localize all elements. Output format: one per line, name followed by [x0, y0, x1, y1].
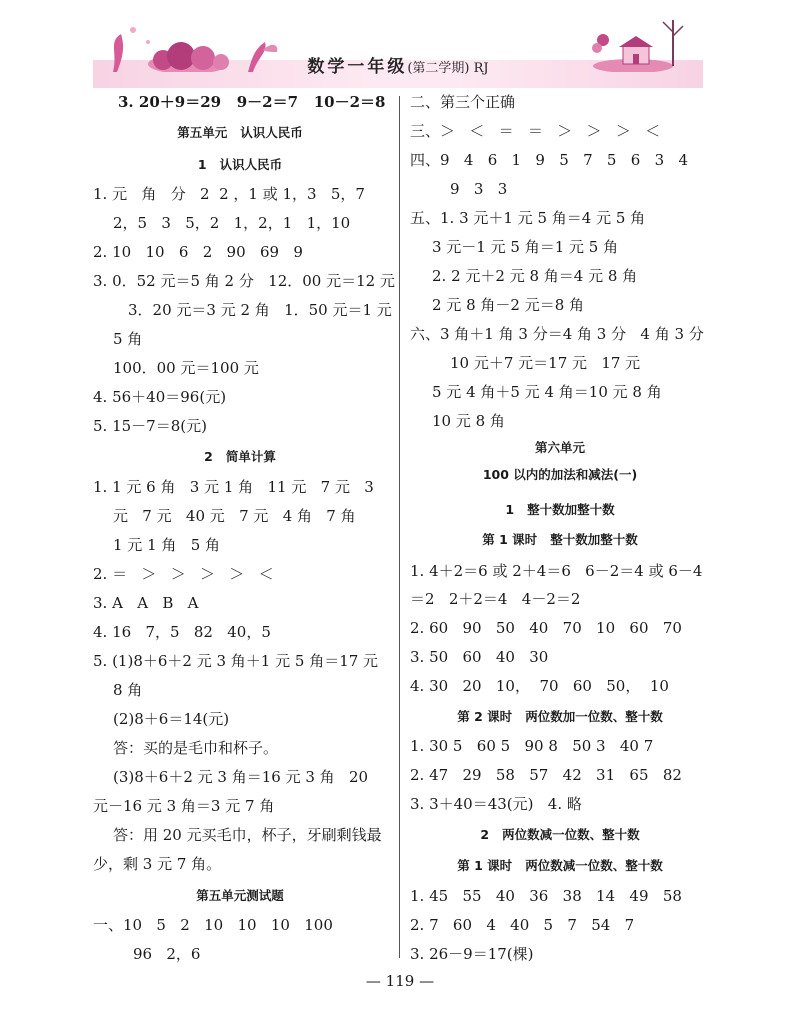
answer-line: 2，5 3 5，2 1，2，1 1，10 — [113, 214, 351, 232]
book-subtitle: (第二学期) RJ — [407, 61, 489, 76]
section-heading: 1 认识人民币 — [197, 157, 283, 172]
answer-line: 4. 30 20 10， 70 60 50， 10 — [410, 677, 669, 695]
answer-line: 2 元 8 角－2 元＝8 角 — [432, 296, 585, 314]
answer-line: 1. 45 55 40 36 38 14 49 58 — [410, 887, 682, 905]
answer-line: 1. 1 元 6 角 3 元 1 角 11 元 7 元 3 — [93, 478, 374, 496]
answer-line: 10 元 8 角 — [432, 412, 505, 430]
answer-line: 5 元 4 角＋5 元 4 角＝10 元 8 角 — [432, 383, 662, 401]
section-heading: 2 两位数减一位数、整十数 — [480, 827, 640, 842]
test-heading: 第五单元测试题 — [196, 888, 284, 903]
answer-line: 3. 20＋9＝29 9－2＝7 10－2＝8 — [118, 93, 386, 111]
answer-line: 5. 15－7＝8(元) — [93, 417, 207, 435]
column-divider — [399, 96, 400, 958]
answer-line: 3．20 元＝3 元 2 角 1．50 元＝1 元 — [128, 301, 392, 319]
answer-line: 五、1. 3 元＋1 元 5 角＝4 元 5 角 — [410, 209, 646, 227]
answer-line: 3. 3＋40＝43(元) 4. 略 — [410, 795, 582, 813]
answer-line: 2. 2 元＋2 元 8 角＝4 元 8 角 — [432, 267, 638, 285]
answer-line: 3. A A B A — [93, 594, 199, 612]
answer-line: 3 元－1 元 5 角＝1 元 5 角 — [432, 238, 619, 256]
answer-line: 4. 56＋40＝96(元) — [93, 388, 227, 406]
answer-line: 2. 47 29 58 57 42 31 65 82 — [410, 766, 682, 784]
answer-line: 答：用 20 元买毛巾，杯子，牙刷剩钱最 — [113, 826, 382, 844]
answer-line: 2. 60 90 50 40 70 10 60 70 — [410, 619, 682, 637]
unit-heading: 第六单元 — [534, 440, 585, 455]
answer-line: ＝2 2＋2＝4 4－2＝2 — [410, 590, 581, 608]
answer-line: 4. 16 7，5 82 40，5 — [93, 623, 271, 641]
page-header — [93, 12, 703, 88]
answer-line: 9 3 3 — [450, 180, 508, 198]
answer-line: 5. (1)8＋6＋2 元 3 角＋1 元 5 角＝17 元 — [93, 652, 379, 670]
section-heading: 1 整十数加整十数 — [505, 502, 615, 517]
answer-line: 元－16 元 3 角＝3 元 7 角 — [93, 797, 275, 815]
unit-subheading: 100 以内的加法和减法(一) — [482, 467, 638, 482]
answer-line: 3. 50 60 40 30 — [410, 648, 549, 666]
answer-line: 3. 26－9＝17(棵) — [410, 945, 534, 963]
answer-line: 三、＞ ＜ ＝ ＝ ＞ ＞ ＞ ＜ — [410, 122, 661, 140]
answer-line: 100．00 元＝100 元 — [113, 359, 259, 377]
answer-line: (2)8＋6＝14(元) — [113, 710, 230, 728]
answer-line: 5 角 — [113, 330, 143, 348]
lesson-heading: 第 1 课时 整十数加整十数 — [482, 532, 638, 547]
answer-line: 10 元＋7 元＝17 元 17 元 — [450, 354, 641, 372]
unit-heading: 第五单元 认识人民币 — [177, 125, 303, 140]
answer-line: 1. 4＋2＝6 或 2＋4＝6 6－2＝4 或 6－4 — [410, 562, 703, 580]
page-number: — 119 — — [365, 972, 435, 990]
answer-line: 一、10 5 2 10 10 10 100 — [93, 916, 333, 934]
answer-line: 1 元 1 角 5 角 — [113, 536, 221, 554]
answer-line: 少，剩 3 元 7 角。 — [93, 855, 222, 873]
lesson-heading: 第 2 课时 两位数加一位数、整十数 — [457, 709, 663, 724]
answer-line: 2. 10 10 6 2 90 69 9 — [93, 243, 303, 261]
lesson-heading: 第 1 课时 两位数减一位数、整十数 — [457, 858, 663, 873]
answer-line: 六、3 角＋1 角 3 分＝4 角 3 分 4 角 3 分 — [410, 325, 704, 343]
answer-line: 二、第三个正确 — [410, 93, 516, 111]
answer-line: 2. ＝ ＞ ＞ ＞ ＞ ＜ — [93, 565, 274, 583]
answer-line: 答：买的是毛巾和杯子。 — [113, 739, 279, 757]
answer-line: 1. 30 5 60 5 90 8 50 3 40 7 — [410, 737, 654, 755]
answer-line: 元 7 元 40 元 7 元 4 角 7 角 — [113, 507, 356, 525]
answer-line: 96 2，6 — [133, 945, 201, 963]
answer-line: (3)8＋6＋2 元 3 角＝16 元 3 角 20 — [113, 768, 369, 786]
answer-line: 1. 元 角 分 2 2 ，1 或 1，3 5，7 — [93, 185, 365, 203]
section-heading: 2 简单计算 — [204, 449, 276, 464]
answer-line: 3. 0．52 元＝5 角 2 分 12．00 元＝12 元 — [93, 272, 395, 290]
answer-line: 2. 7 60 4 40 5 7 54 7 — [410, 916, 635, 934]
book-title: 数学一年级 — [307, 57, 408, 77]
answer-line: 8 角 — [113, 681, 143, 699]
header-title — [93, 52, 703, 77]
answer-line: 四、9 4 6 1 9 5 7 5 6 3 4 — [410, 151, 689, 169]
